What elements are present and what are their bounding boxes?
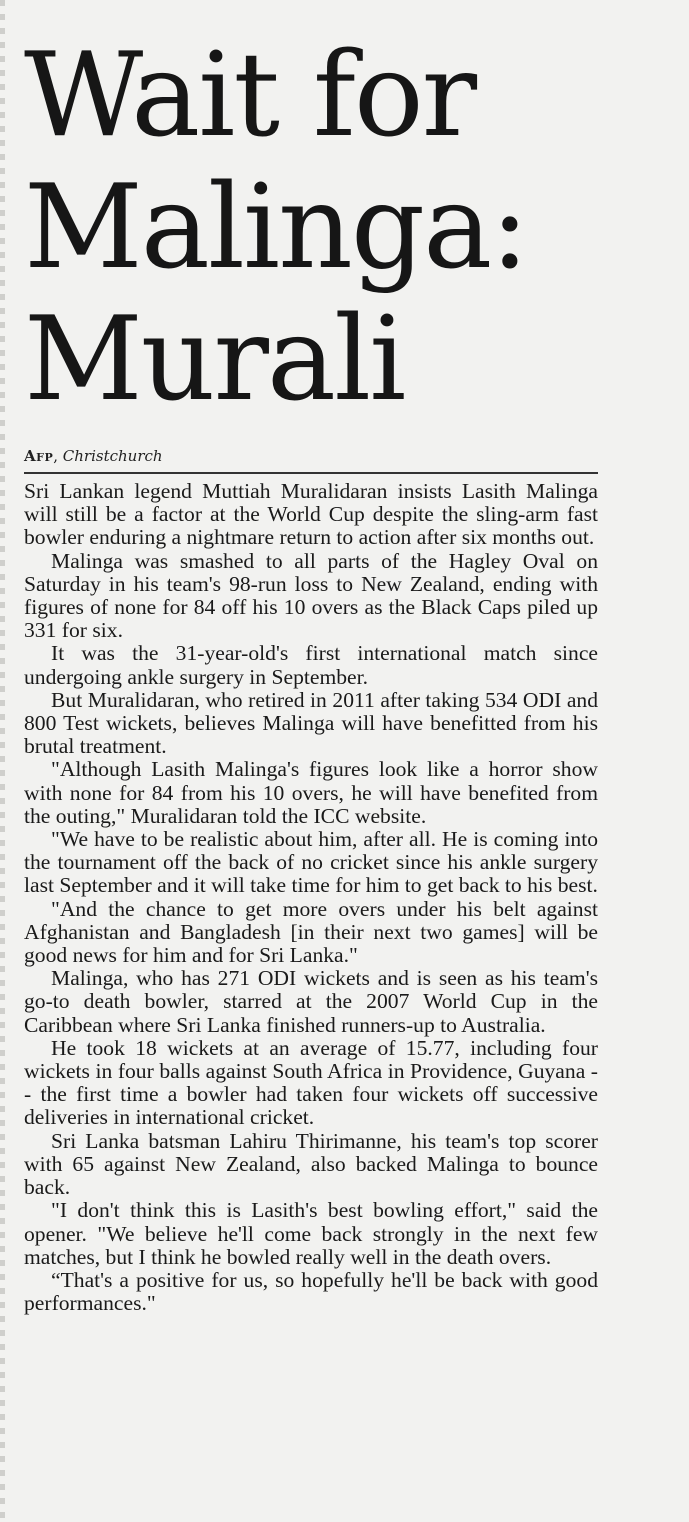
paragraph: It was the 31-year-old's first international match since undergoing ankle surgery in September.: [24, 641, 598, 689]
paragraph: Sri Lanka batsman Lahiru Thirimanne, his team's top scorer with 65 against New Zealand, also backed Malinga to bounce back.: [24, 1128, 598, 1200]
byline-agency: Afp: [24, 447, 54, 465]
page-edge-perforation: [0, 0, 5, 1522]
byline: Afp, Christchurch: [24, 447, 163, 465]
paragraph: But Muralidaran, who retired in 2011 after taking 534 ODI and 800 Test wickets, believes Malinga will have benefitted from his brutal treatment.: [24, 687, 598, 759]
paragraph: Malinga was smashed to all parts of the Hagley Oval on Saturday in his team's 98-run loss to New Zealand, ending with figures of none for 84 off his 10 overs as the Black Caps piled up 331 for six.: [24, 548, 598, 643]
news-article: [24, 0, 598, 1315]
headline-line-3: Murali: [24, 292, 405, 427]
paragraph: Malinga, who has 271 ODI wickets and is seen as his team's go-to death bowler, starred at the 2007 World Cup in the Caribbean where Sri Lanka finished runners-up to Australia.: [24, 966, 598, 1037]
byline-divider: [24, 472, 598, 474]
headline-line-1: Wait for: [24, 28, 476, 163]
paragraph: Sri Lankan legend Muttiah Muralidaran insists Lasith Malinga will still be a factor at the World Cup despite the sling-arm fast bowler enduring a nightmare return to action after six months out.: [24, 479, 598, 550]
headline: [24, 30, 598, 426]
paragraph: “That's a positive for us, so hopefully he'll be back with good performances.": [24, 1267, 598, 1316]
paragraph: "We have to be realistic about him, after all. He is coming into the tournament off the back of no cricket since his ankle surgery last September and it will take time for him to get back to his best.: [24, 827, 598, 898]
paragraph: "And the chance to get more overs under his belt against Afghanistan and Bangladesh [in their next two games] will be good news for him and for Sri Lanka.": [24, 896, 598, 968]
paragraph: He took 18 wickets at an average of 15.77, including four wickets in four balls against South Africa in Providence, Guyana -- the first time a bowler had taken four wickets off successive deliveries in international cricket.: [24, 1035, 598, 1130]
paragraph: "Although Lasith Malinga's figures look like a horror show with none for 84 from his 10 overs, he will have benefited from the outing," Muralidaran told the ICC website.: [24, 757, 598, 828]
paragraph: "I don't think this is Lasith's best bowling effort," said the opener. "We believe he'll come back strongly in the next few matches, but I think he bowled really well in the death overs.: [24, 1198, 598, 1269]
article-body: [24, 480, 598, 1315]
byline-place: Christchurch: [62, 447, 163, 465]
headline-line-2: Malinga:: [24, 160, 528, 295]
